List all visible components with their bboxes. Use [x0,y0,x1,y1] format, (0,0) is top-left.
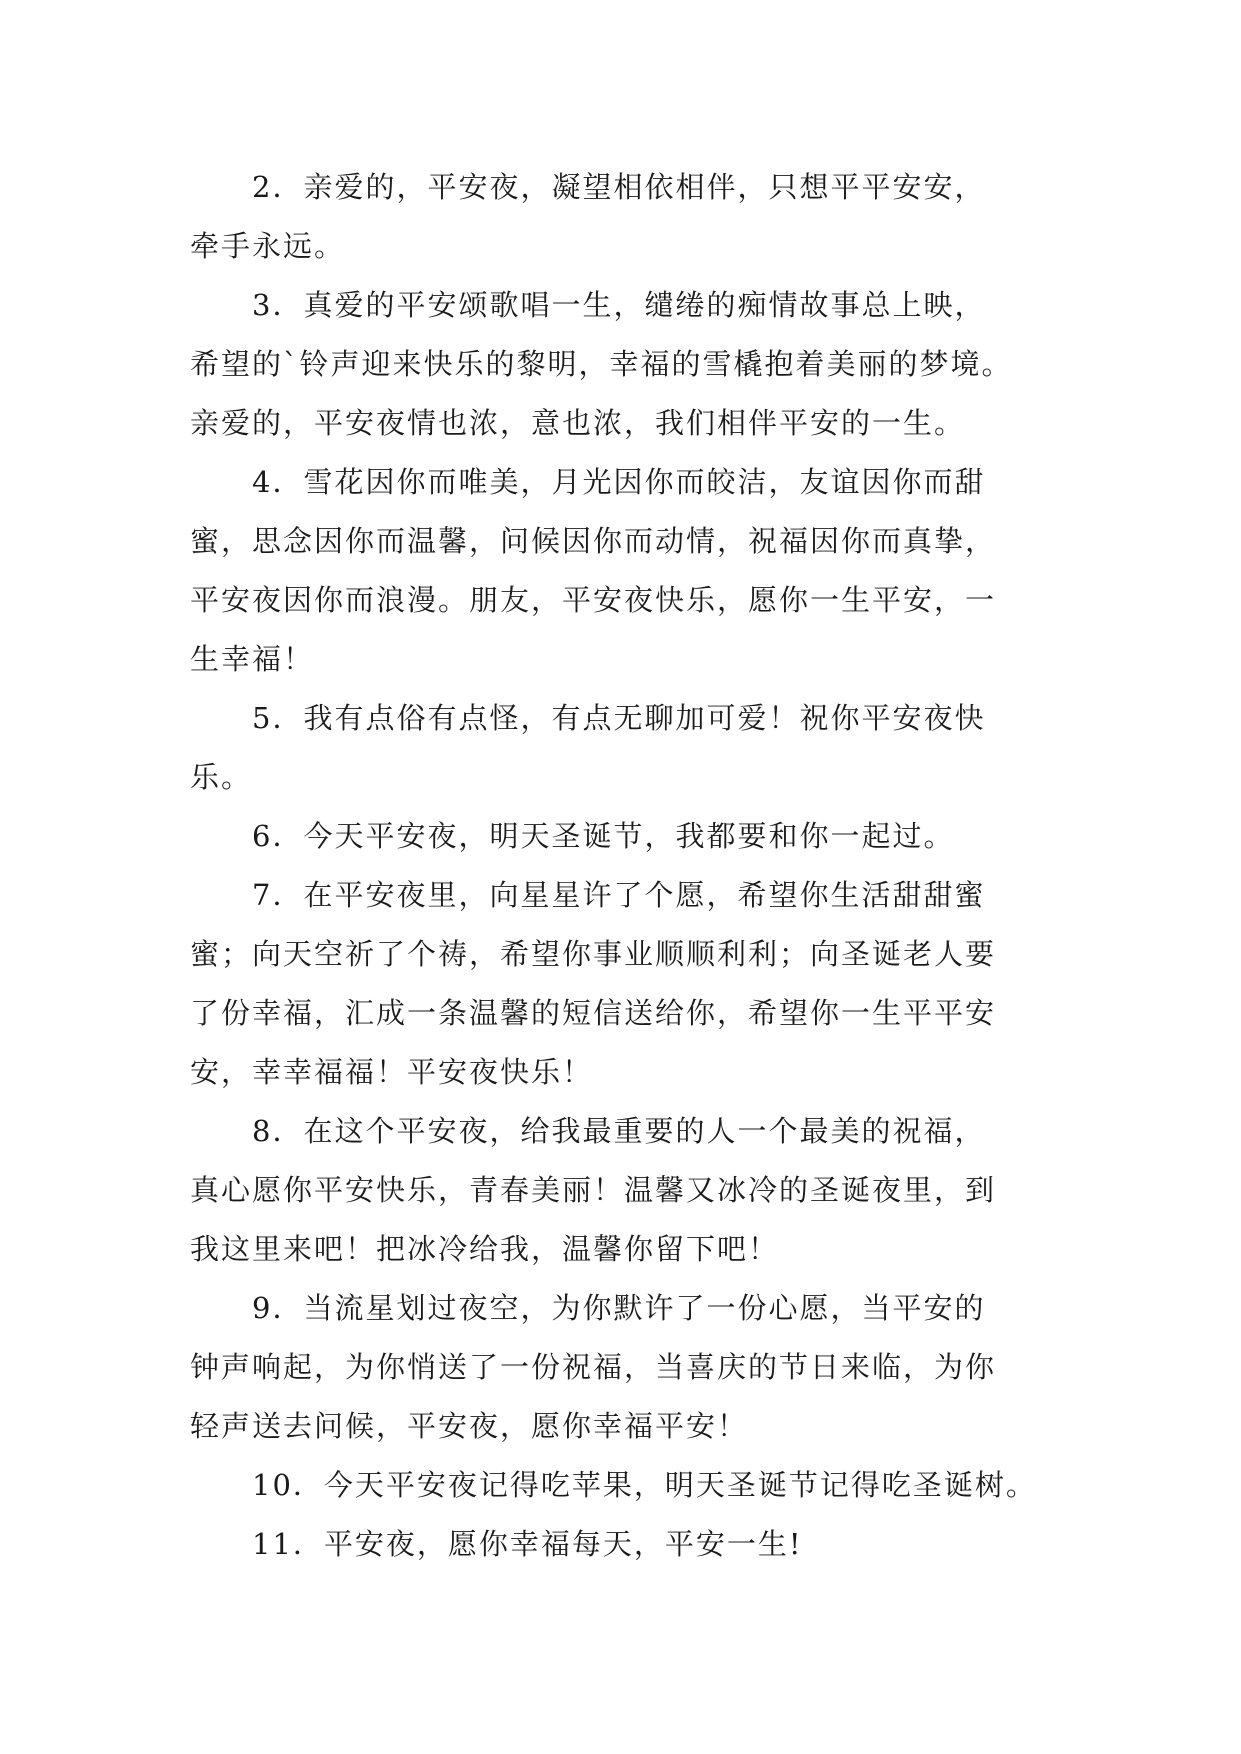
paragraph-line: 真心愿你平安快乐，青春美丽！温馨又冰冷的圣诞夜里，到 [190,1173,997,1207]
paragraph-line: 牵手永远。 [190,229,346,263]
paragraph-line: 安，幸幸福福！平安夜快乐！ [190,1055,594,1089]
paragraph-line: 2．亲爱的，平安夜，凝望相依相伴，只想平平安安， [252,170,986,204]
paragraph-item-5 [190,689,1070,807]
paragraph-item-4 [190,453,1070,689]
paragraph-line: 希望的`铃声迎来快乐的黎明，幸福的雪橇抱着美丽的梦境。 [190,347,1013,381]
paragraph-line: 11．平安夜，愿你幸福每天，平安一生! [252,1527,803,1561]
paragraph-item-8 [190,1102,1070,1279]
paragraph-item-6 [190,807,1070,866]
paragraph-line: 8．在这个平安夜，给我最重要的人一个最美的祝福， [252,1114,986,1148]
paragraph-line: 了份幸福，汇成一条温馨的短信送给你，希望你一生平平安 [190,996,997,1030]
paragraph-item-10 [190,1456,1070,1515]
paragraph-line: 5．我有点俗有点怪，有点无聊加可爱！祝你平安夜快 [252,701,986,735]
document-body [190,158,1070,1574]
paragraph-item-3 [190,276,1070,453]
paragraph-line: 4．雪花因你而唯美，月光因你而皎洁，友谊因你而甜 [252,465,986,499]
paragraph-line: 亲爱的，平安夜情也浓，意也浓，我们相伴平安的一生。 [190,406,966,440]
paragraph-line: 平安夜因你而浪漫。朋友，平安夜快乐，愿你一生平安，一 [190,583,997,617]
paragraph-item-7 [190,866,1070,1102]
paragraph-line: 6．今天平安夜，明天圣诞节，我都要和你一起过。 [252,819,955,853]
paragraph-line: 7．在平安夜里，向星星许了个愿，希望你生活甜甜蜜 [252,878,986,912]
paragraph-line: 蜜，思念因你而温馨，问候因你而动情，祝福因你而真挚， [190,524,997,558]
paragraph-line: 蜜；向天空祈了个祷，希望你事业顺顺利利；向圣诞老人要 [190,937,997,971]
paragraph-item-11 [190,1515,1070,1574]
paragraph-line: 轻声送去问候，平安夜，愿你幸福平安！ [190,1409,749,1443]
paragraph-line: 钟声响起，为你悄送了一份祝福，当喜庆的节日来临，为你 [190,1350,997,1384]
paragraph-line: 生幸福！ [190,642,315,676]
paragraph-line: 乐。 [190,760,253,794]
paragraph-line: 9．当流星划过夜空，为你默许了一份心愿，当平安的 [252,1291,986,1325]
paragraph-line: 我这里来吧！把冰冷给我，温馨你留下吧！ [190,1232,780,1266]
paragraph-line: 10．今天平安夜记得吃苹果，明天圣诞节记得吃圣诞树。 [252,1468,1037,1502]
paragraph-line: 3．真爱的平安颂歌唱一生，缱绻的痴情故事总上映， [252,288,986,322]
paragraph-item-9 [190,1279,1070,1456]
paragraph-item-2 [190,158,1070,276]
